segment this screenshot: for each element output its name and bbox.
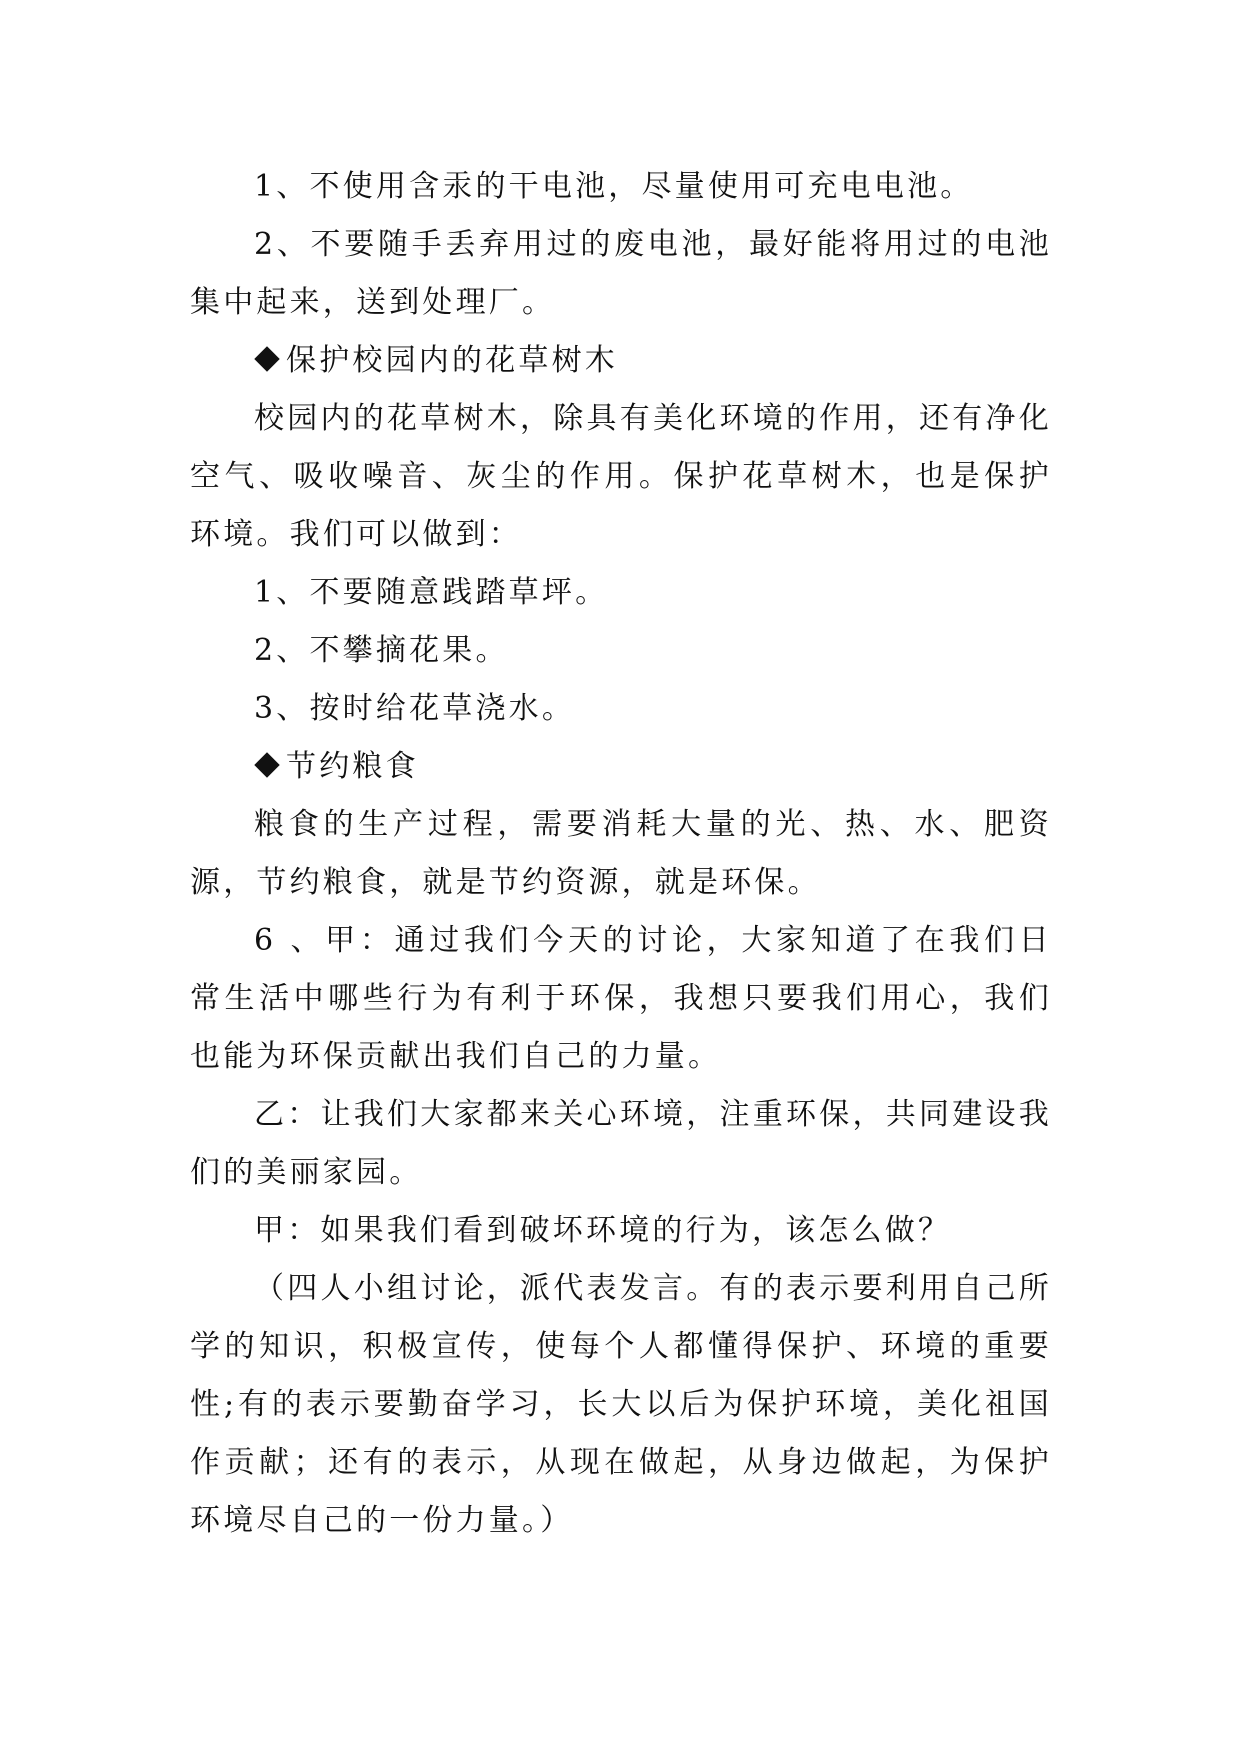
paragraph-plants-3: 3、按时给花草浇水。 [254, 691, 576, 726]
paragraph-food: 粮食的生产过程，需要消耗大量的光、热、水、肥资源，节约粮食，就是节约资源，就是环保。 [190, 807, 1052, 900]
section-heading-text: 保护校园内的花草树木 [286, 343, 618, 378]
paragraph-plants-intro: 校园内的花草树木，除具有美化环境的作用，还有净化空气、吸收噪音、灰尘的作用。保护花草树木，也是保护环境。我们可以做到： [190, 401, 1052, 552]
section-heading-protect-plants [190, 332, 1052, 390]
document-page [190, 158, 1052, 1550]
paragraph-plants-1: 1、不要随意践踏草坪。 [254, 575, 609, 610]
section-heading-save-food [190, 738, 1052, 796]
paragraph-plants-2: 2、不攀摘花果。 [254, 633, 509, 668]
diamond-bullet-icon [254, 752, 279, 777]
paragraph-battery-2: 2、不要随手丢弃用过的废电池，最好能将用过的电池集中起来，送到处理厂。 [190, 227, 1052, 320]
paragraph-dialogue-yi: 乙：让我们大家都来关心环境，注重环保，共同建设我们的美丽家园。 [190, 1097, 1052, 1190]
paragraph-dialogue-jia-2: 甲：如果我们看到破坏环境的行为，该怎么做？ [254, 1213, 952, 1248]
paragraph-group-discussion: （四人小组讨论，派代表发言。有的表示要利用自己所学的知识，积极宣传，使每个人都懂得保护、环境的重要性;有的表示要勤奋学习，长大以后为保护环境，美化祖国作贡献；还有的表示，从现在做起，从身边做起，为保护环境尽自己的一份力量。） [190, 1271, 1052, 1538]
section-heading-text: 节约粮食 [286, 749, 419, 784]
paragraph-battery-1: 1、不使用含汞的干电池，尽量使用可充电电池。 [254, 169, 974, 204]
paragraph-dialogue-jia-1: 6 、甲：通过我们今天的讨论，大家知道了在我们日常生活中哪些行为有利于环保，我想只要我们用心，我们也能为环保贡献出我们自己的力量。 [190, 923, 1052, 1074]
diamond-bullet-icon [254, 346, 279, 371]
